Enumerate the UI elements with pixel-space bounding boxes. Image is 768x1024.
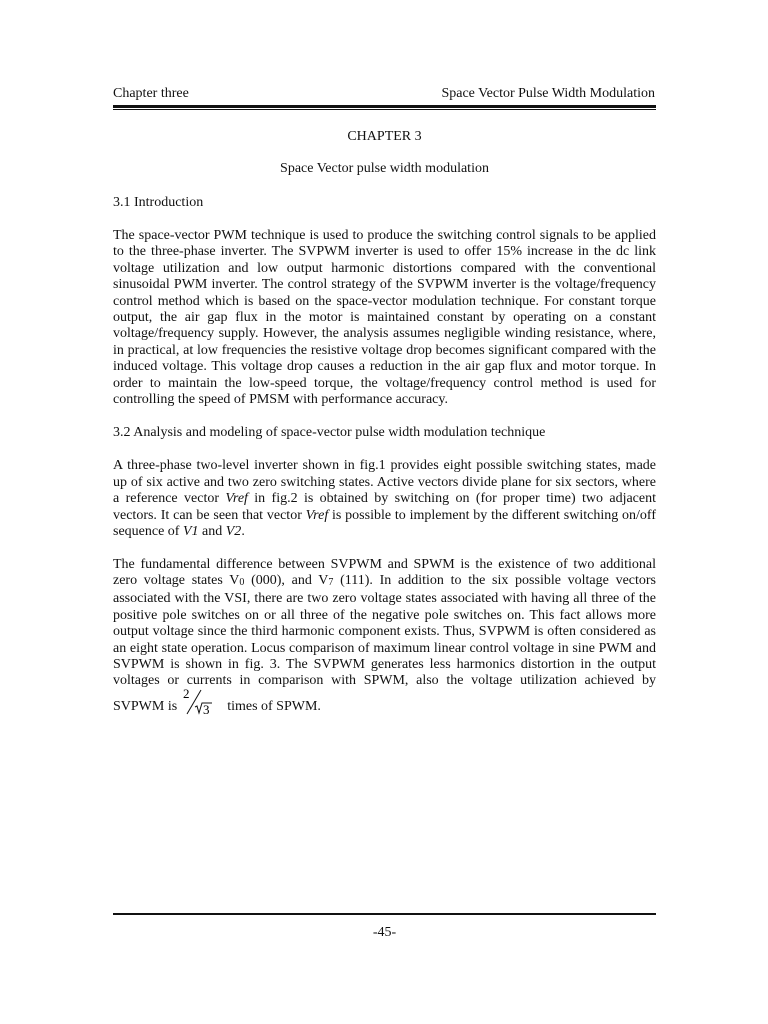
fraction-numerator: 2 (183, 685, 190, 701)
chapter-title: Space Vector pulse width modulation (280, 161, 489, 176)
page-number: -45- (372, 925, 397, 940)
vref-symbol: Vref (305, 507, 329, 523)
subscript-zero: 0 (239, 576, 245, 588)
body-content (113, 194, 656, 734)
v1-symbol: V1 (182, 524, 199, 540)
analysis-paragraph-2: The fundamental difference between SVPWM and SPWM is the existence of two additional zero voltage states $V_0$ (000), and $V_7$ (111). In addition to the six possible voltage vectors associated with the VSI, there are two zero voltage states associated with having all three of the positive pole switches on or all three of the negative pole switches on. This fact allows more output voltage since the third harmonic component exists. Thus, SVPWM is often considered as an eight state operation. Locus comparison of maximum linear control voltage in sine PWM and SVPWM is shown in fig. 3. The SVPWM generates less harmonics distortion in the output voltages or currents in comparison with SPWM, also the voltage utilization achieved by SVPWM is 2 3 times of SPWM. (113, 556, 656, 716)
section-heading-intro: 3.1 Introduction (113, 195, 204, 210)
analysis-paragraph-1: A three-phase two-level inverter shown in fig.1 provides eight possible switching states, made up of six active and two zero switching states. Active vectors divide plane for six sectors, where a reference vector Vref in fig.2 is obtained by switching on (for proper time) two adjacent vectors. It can be seen that vector Vref is possible to implement by the different switching on/off sequence of V1 and V2. (113, 458, 657, 540)
header-rule (113, 105, 656, 108)
section-heading-analysis: 3.2 Analysis and modeling of space-vector pulse width modulation technique (113, 425, 546, 441)
footer-rule (113, 913, 656, 915)
intro-paragraph: The space-vector PWM technique is used to produce the switching control signals to be applied to the three-phase inverter. The SVPWM inverter is used to offer 15% increase in the dc link voltage utilization and low output harmonic distortions compared with the conventional sinusoidal PWM inverter. The control strategy of the SVPWM inverter is the voltage/frequency control method which is based on the space-vector modulation technique. For constant torque output, the air gap flux in the motor is maintained constant by operating on a constant voltage/frequency supply. However, the analysis assumes negligible winding resistance, where, in practical, at low frequencies the resistive voltage drop becomes significant compared with the induced voltage. This voltage drop causes a reduction in the air gap flux and motor torque. In order to maintain the low-speed torque, the voltage/frequency control method is used for controlling the speed of PMSM with performance accuracy. (113, 228, 656, 408)
fraction-two-over-root-three (181, 685, 215, 718)
header-topic: Space Vector Pulse Width Modulation (441, 86, 655, 101)
running-header (113, 85, 655, 103)
chapter-label: CHAPTER 3 (347, 129, 422, 144)
header-chapter: Chapter three (113, 86, 189, 101)
vref-symbol: Vref (225, 491, 248, 507)
fraction-denominator: 3 (203, 701, 210, 716)
v2-symbol: V2 (225, 524, 242, 540)
subscript-seven: 7 (328, 576, 334, 588)
